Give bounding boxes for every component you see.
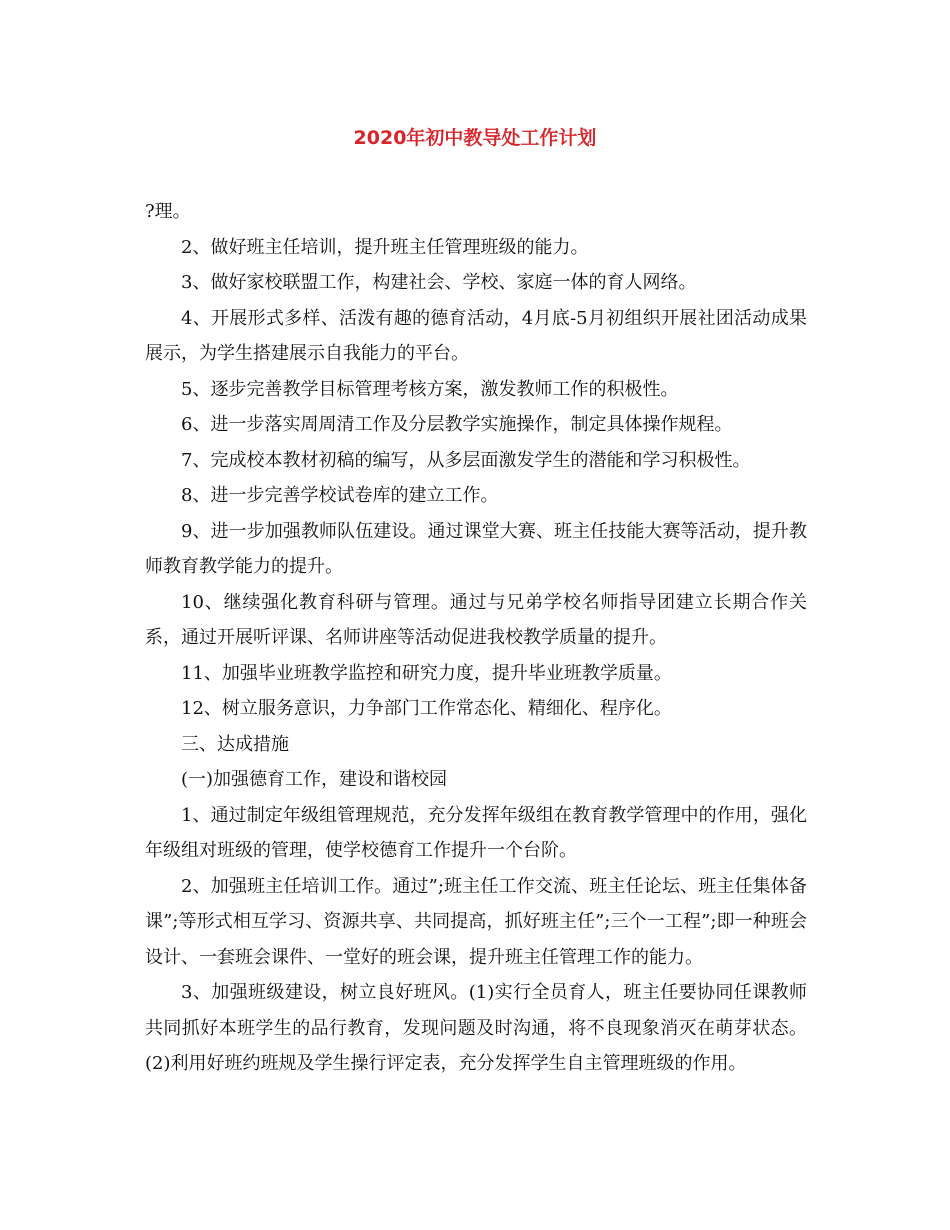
section-heading: 三、达成措施 bbox=[181, 733, 289, 755]
paragraph-continuation: ?理。 bbox=[145, 201, 191, 222]
paragraph-item-6: 6、进一步落实周周清工作及分层教学实施操作，制定具体操作规程。 bbox=[181, 414, 733, 435]
paragraph-item-8: 8、进一步完善学校试卷库的建立工作。 bbox=[181, 485, 499, 506]
paragraph-item-10: 10、继续强化教育科研与管理。通过与兄弟学校名师指导团建立长期合作关系，通过开展听评课、名师讲座等活动促进我校教学质量的提升。 bbox=[145, 591, 807, 648]
paragraph-item-7: 7、完成校本教材初稿的编写，从多层面激发学生的潜能和学习积极性。 bbox=[181, 449, 751, 471]
paragraph-item-2: 2、做好班主任培训，提升班主任管理班级的能力。 bbox=[181, 236, 589, 258]
measure-item-3: 3、加强班级建设，树立良好班风。(1)实行全员育人，班主任要协同任课教师共同抓好本班学生的品行教育，发现问题及时沟通，将不良现象消灭在萌芽状态。(2)利用好班约班规及学生操行评定表，充分发挥学生自主管理班级的作用。 bbox=[145, 982, 807, 1074]
document-title: 2020年初中教导处工作计划 bbox=[353, 127, 597, 149]
paragraph-item-5: 5、逐步完善教学目标管理考核方案，激发教师工作的积极性。 bbox=[181, 378, 679, 400]
paragraph-item-4: 4、开展形式多样、活泼有趣的德育活动，4月底-5月初组织开展社团活动成果展示，为学生搭建展示自我能力的平台。 bbox=[145, 307, 807, 364]
subsection-heading: (一)加强德育工作，建设和谐校园 bbox=[181, 769, 448, 790]
paragraph-item-11: 11、加强毕业班教学监控和研究力度，提升毕业班教学质量。 bbox=[181, 662, 672, 684]
paragraph-item-9: 9、进一步加强教师队伍建设。通过课堂大赛、班主任技能大赛等活动，提升教师教育教学能力的提升。 bbox=[145, 520, 807, 577]
paragraph-item-3: 3、做好家校联盟工作，构建社会、学校、家庭一体的育人网络。 bbox=[181, 272, 697, 293]
measure-item-2: 2、加强班主任培训工作。通过”;班主任工作交流、班主任论坛、班主任集体备课”;等形式相互学习、资源共享、共同提高，抓好班主任”;三个一工程”;即一种班会设计、一套班会课件、一堂好的班会课，提升班主任管理工作的能力。 bbox=[145, 875, 807, 968]
paragraph-item-12: 12、树立服务意识，力争部门工作常态化、精细化、程序化。 bbox=[181, 698, 672, 719]
document-body bbox=[145, 194, 807, 1082]
measure-item-1: 1、通过制定年级组管理规范，充分发挥年级组在教育教学管理中的作用，强化年级组对班级的管理，使学校德育工作提升一个台阶。 bbox=[145, 804, 807, 861]
